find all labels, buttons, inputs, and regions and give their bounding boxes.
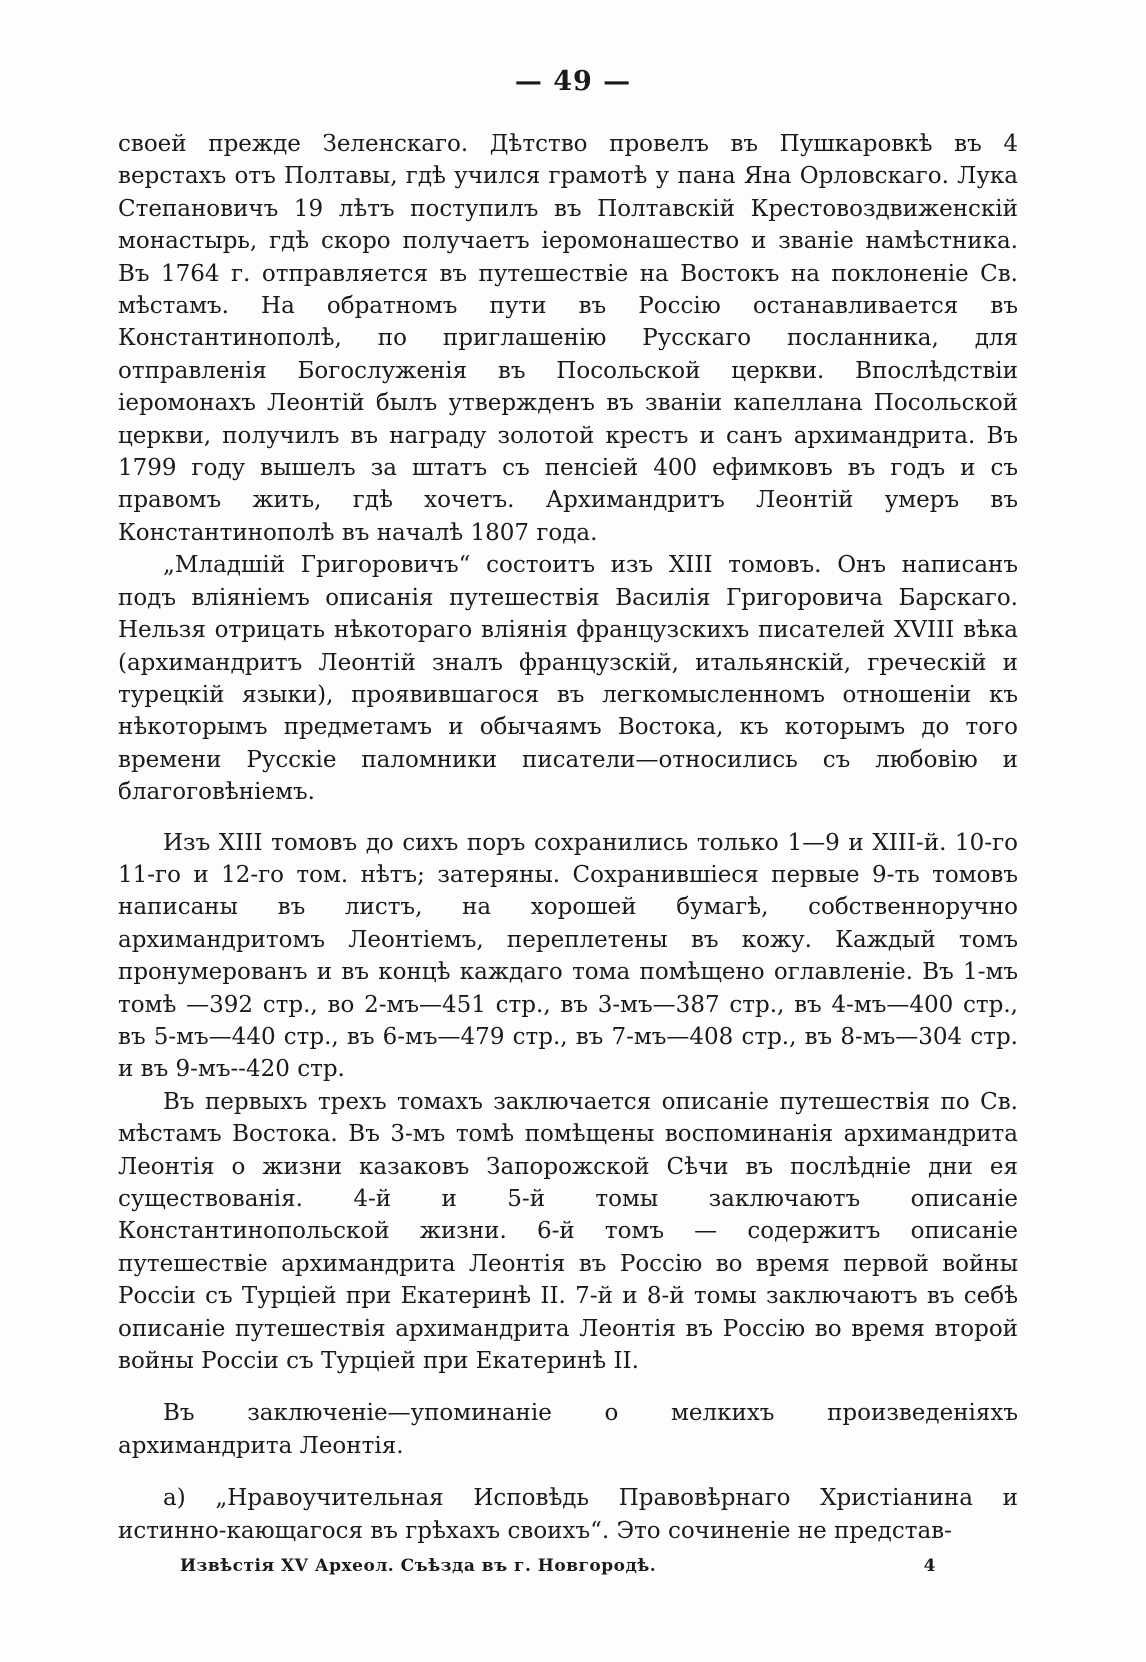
body-text [118,128,1018,1547]
paragraph-4: Въ первыхъ трехъ томахъ заключается описаніе путешествія по Св. мѣстамъ Востока. Въ 3-мъ томѣ помѣщены воспоминанія архимандрита Леонтія о жизни казаковъ Запорожской Сѣчи въ послѣдніе дни ея существованія. 4-й и 5-й томы заключаютъ описаніе Константинопольской жизни. 6-й томъ — содержитъ описаніе путешествіе архимандрита Леонтія въ Россію во время первой войны Россіи съ Турціей при Екатеринѣ II. 7-й и 8-й томы заключаютъ въ себѣ описаніе путешествія архимандрита Леонтія въ Россію во время второй войны Россіи съ Турціей при Екатеринѣ II. [118,1088,1018,1375]
paragraph-3: Изъ XIII томовъ до сихъ поръ сохранились только 1—9 и XIII-й. 10-го 11-го и 12-го том. нѣтъ; затеряны. Сохранившіеся первые 9-ть томовъ написаны въ листъ, на хорошей бумагѣ, собственноручно архимандритомъ Леонтіемъ, переплетены въ кожу. Каждый томъ пронумерованъ и въ концѣ каждаго тома помѣщено оглавленіе. Въ 1-мъ томѣ —392 стр., во 2-мъ—451 стр., въ 3-мъ—387 стр., въ 4-мъ—400 стр., въ 5-мъ—440 стр., въ 6-мъ—479 стр., въ 7-мъ—408 стр., въ 8-мъ—304 стр. и въ 9-мъ--420 стр. [118,829,1018,1083]
footer-title: Извѣстія XV Археол. Съѣзда въ г. Новгородѣ. [180,1556,657,1576]
paragraph-2: „Младшій Григоровичъ“ состоитъ изъ XIII томовъ. Онъ написанъ подъ вліяніемъ описанія путешествія Василія Григоровича Барскаго. Нельзя отрицать нѣкотораго вліянія французскихъ писателей XVIII вѣка (архимандритъ Леонтій зналъ французскій, итальянскій, греческій и турецкій языки), проявившагося въ легкомысленномъ отношеніи къ нѣкоторымъ предметамъ и обычаямъ Востока, къ которымъ до того времени Русскіе паломники писатели—относились съ любовію и благоговѣніемъ. [118,552,1018,806]
paragraph-6: а) „Нравоучительная Исповѣдь Правовѣрнаго Христіанина и истинно-кающагося въ грѣхахъ своихъ“. Это сочиненіе не представ- [118,1485,1018,1544]
page-footer [180,1556,980,1576]
paragraph-1: своей прежде Зеленскаго. Дѣтство провелъ въ Пушкаровкѣ въ 4 верстахъ отъ Полтавы, гдѣ учился грамотѣ у пана Яна Орловскаго. Лука Степановичъ 19 лѣтъ поступилъ въ Полтавскій Крестовоздвиженскій монастырь, гдѣ скоро получаетъ іеромонашество и званіе намѣстника. Въ 1764 г. отправляется въ путешествіе на Востокъ на поклоненіе Св. мѣстамъ. На обратномъ пути въ Россію останавливается въ Константинополѣ, по приглашенію Русскаго посланника, для отправленія Богослуженія въ Посольской церкви. Впослѣдствіи іеромонахъ Леонтій былъ утвержденъ въ званіи капеллана Посольской церкви, получилъ въ награду золотой крестъ и санъ архимандрита. Въ 1799 году вышелъ за штатъ съ пенсіей 400 ефимковъ въ годъ и съ правомъ жить, гдѣ хочетъ. Архимандритъ Леонтій умеръ въ Константинополѣ въ началѣ 1807 года. [118,131,1018,546]
paragraph-5: Въ заключеніе—упоминаніе о мелкихъ произведеніяхъ архимандрита Леонтія. [118,1400,1018,1459]
page-number: — 49 — [514,66,632,97]
signature-mark: 4 [923,1556,936,1576]
